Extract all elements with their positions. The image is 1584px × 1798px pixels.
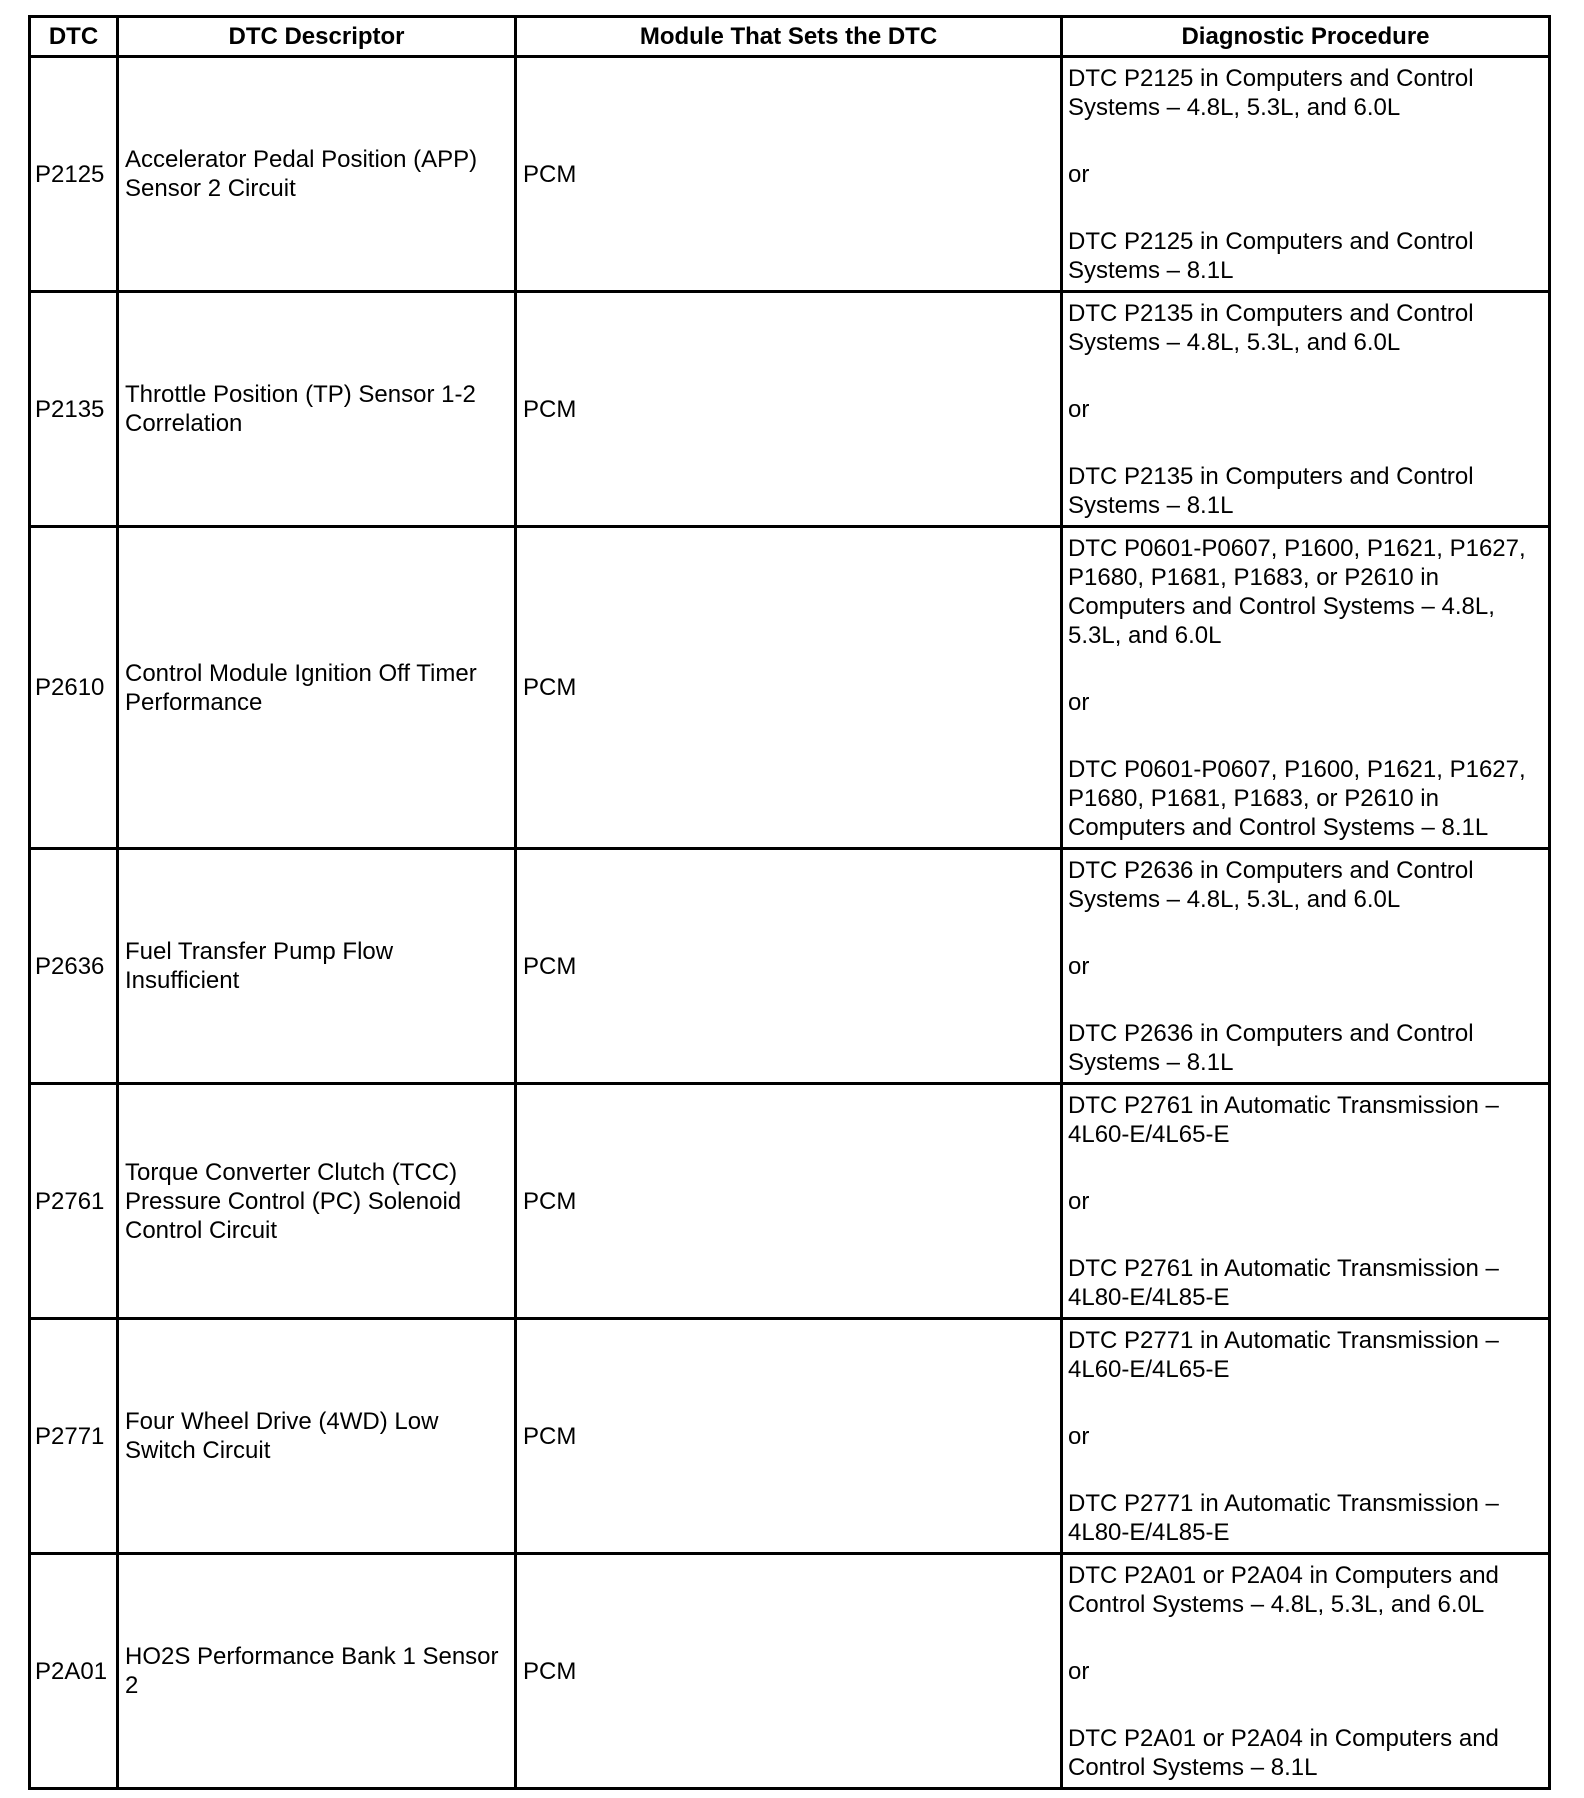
module-name: PCM bbox=[516, 57, 1062, 292]
table-row bbox=[30, 1319, 1550, 1554]
module-name: PCM bbox=[516, 1319, 1062, 1554]
header-descriptor: DTC Descriptor bbox=[118, 17, 516, 57]
diagnostic-procedure bbox=[1062, 527, 1550, 849]
procedure-or: or bbox=[1068, 160, 1090, 188]
module-name: PCM bbox=[516, 849, 1062, 1084]
procedure-option-b: DTC P2135 in Computers and Control Systems – 8.1L bbox=[1068, 462, 1474, 519]
procedure-or: or bbox=[1068, 952, 1090, 980]
procedure-option-a: DTC P2761 in Automatic Transmission – 4L60-E/4L65-E bbox=[1068, 1091, 1499, 1148]
procedure-option-a: DTC P0601-P0607, P1600, P1621, P1627, P1680, P1681, P1683, or P2610 in Computers and Control Systems – 4.8L, 5.3L, and 6.0L bbox=[1068, 534, 1526, 649]
dtc-descriptor: Torque Converter Clutch (TCC) Pressure Control (PC) Solenoid Control Circuit bbox=[118, 1084, 516, 1319]
module-name: PCM bbox=[516, 1084, 1062, 1319]
header-dtc: DTC bbox=[30, 17, 118, 57]
table-row bbox=[30, 1554, 1550, 1789]
dtc-code: P2125 bbox=[30, 57, 118, 292]
procedure-option-a: DTC P2A01 or P2A04 in Computers and Control Systems – 4.8L, 5.3L, and 6.0L bbox=[1068, 1561, 1499, 1618]
header-module: Module That Sets the DTC bbox=[516, 17, 1062, 57]
diagnostic-procedure bbox=[1062, 1319, 1550, 1554]
procedure-option-b: DTC P2761 in Automatic Transmission – 4L80-E/4L85-E bbox=[1068, 1254, 1499, 1311]
procedure-or: or bbox=[1068, 1657, 1090, 1685]
procedure-option-b: DTC P2771 in Automatic Transmission – 4L80-E/4L85-E bbox=[1068, 1489, 1499, 1546]
dtc-code: P2135 bbox=[30, 292, 118, 527]
table-row bbox=[30, 1084, 1550, 1319]
table-row bbox=[30, 57, 1550, 292]
dtc-descriptor: Accelerator Pedal Position (APP) Sensor 2 Circuit bbox=[118, 57, 516, 292]
procedure-option-b: DTC P0601-P0607, P1600, P1621, P1627, P1680, P1681, P1683, or P2610 in Computers and Control Systems – 8.1L bbox=[1068, 755, 1526, 841]
diagnostic-procedure bbox=[1062, 292, 1550, 527]
procedure-option-a: DTC P2125 in Computers and Control Systems – 4.8L, 5.3L, and 6.0L bbox=[1068, 64, 1474, 121]
module-name: PCM bbox=[516, 1554, 1062, 1789]
procedure-option-b: DTC P2125 in Computers and Control Systems – 8.1L bbox=[1068, 227, 1474, 284]
procedure-or: or bbox=[1068, 1187, 1090, 1215]
procedure-option-a: DTC P2636 in Computers and Control Systems – 4.8L, 5.3L, and 6.0L bbox=[1068, 856, 1474, 913]
dtc-code: P2761 bbox=[30, 1084, 118, 1319]
header-row bbox=[30, 17, 1550, 57]
procedure-or: or bbox=[1068, 688, 1090, 716]
module-name: PCM bbox=[516, 527, 1062, 849]
diagnostic-procedure bbox=[1062, 1084, 1550, 1319]
diagnostic-procedure bbox=[1062, 849, 1550, 1084]
table-row bbox=[30, 849, 1550, 1084]
table-row bbox=[30, 292, 1550, 527]
dtc-descriptor: Control Module Ignition Off Timer Performance bbox=[118, 527, 516, 849]
procedure-or: or bbox=[1068, 395, 1090, 423]
procedure-option-a: DTC P2771 in Automatic Transmission – 4L60-E/4L65-E bbox=[1068, 1326, 1499, 1383]
dtc-table bbox=[28, 15, 1551, 1790]
diagnostic-procedure bbox=[1062, 57, 1550, 292]
header-procedure: Diagnostic Procedure bbox=[1062, 17, 1550, 57]
procedure-option-b: DTC P2636 in Computers and Control Systems – 8.1L bbox=[1068, 1019, 1474, 1076]
dtc-code: P2610 bbox=[30, 527, 118, 849]
procedure-option-a: DTC P2135 in Computers and Control Systems – 4.8L, 5.3L, and 6.0L bbox=[1068, 299, 1474, 356]
procedure-option-b: DTC P2A01 or P2A04 in Computers and Control Systems – 8.1L bbox=[1068, 1724, 1499, 1781]
diagnostic-procedure bbox=[1062, 1554, 1550, 1789]
dtc-descriptor: Fuel Transfer Pump Flow Insufficient bbox=[118, 849, 516, 1084]
dtc-code: P2771 bbox=[30, 1319, 118, 1554]
table-row bbox=[30, 527, 1550, 849]
dtc-code: P2A01 bbox=[30, 1554, 118, 1789]
procedure-or: or bbox=[1068, 1422, 1090, 1450]
dtc-descriptor: Four Wheel Drive (4WD) Low Switch Circuit bbox=[118, 1319, 516, 1554]
module-name: PCM bbox=[516, 292, 1062, 527]
dtc-code: P2636 bbox=[30, 849, 118, 1084]
dtc-descriptor: HO2S Performance Bank 1 Sensor 2 bbox=[118, 1554, 516, 1789]
dtc-descriptor: Throttle Position (TP) Sensor 1-2 Correlation bbox=[118, 292, 516, 527]
